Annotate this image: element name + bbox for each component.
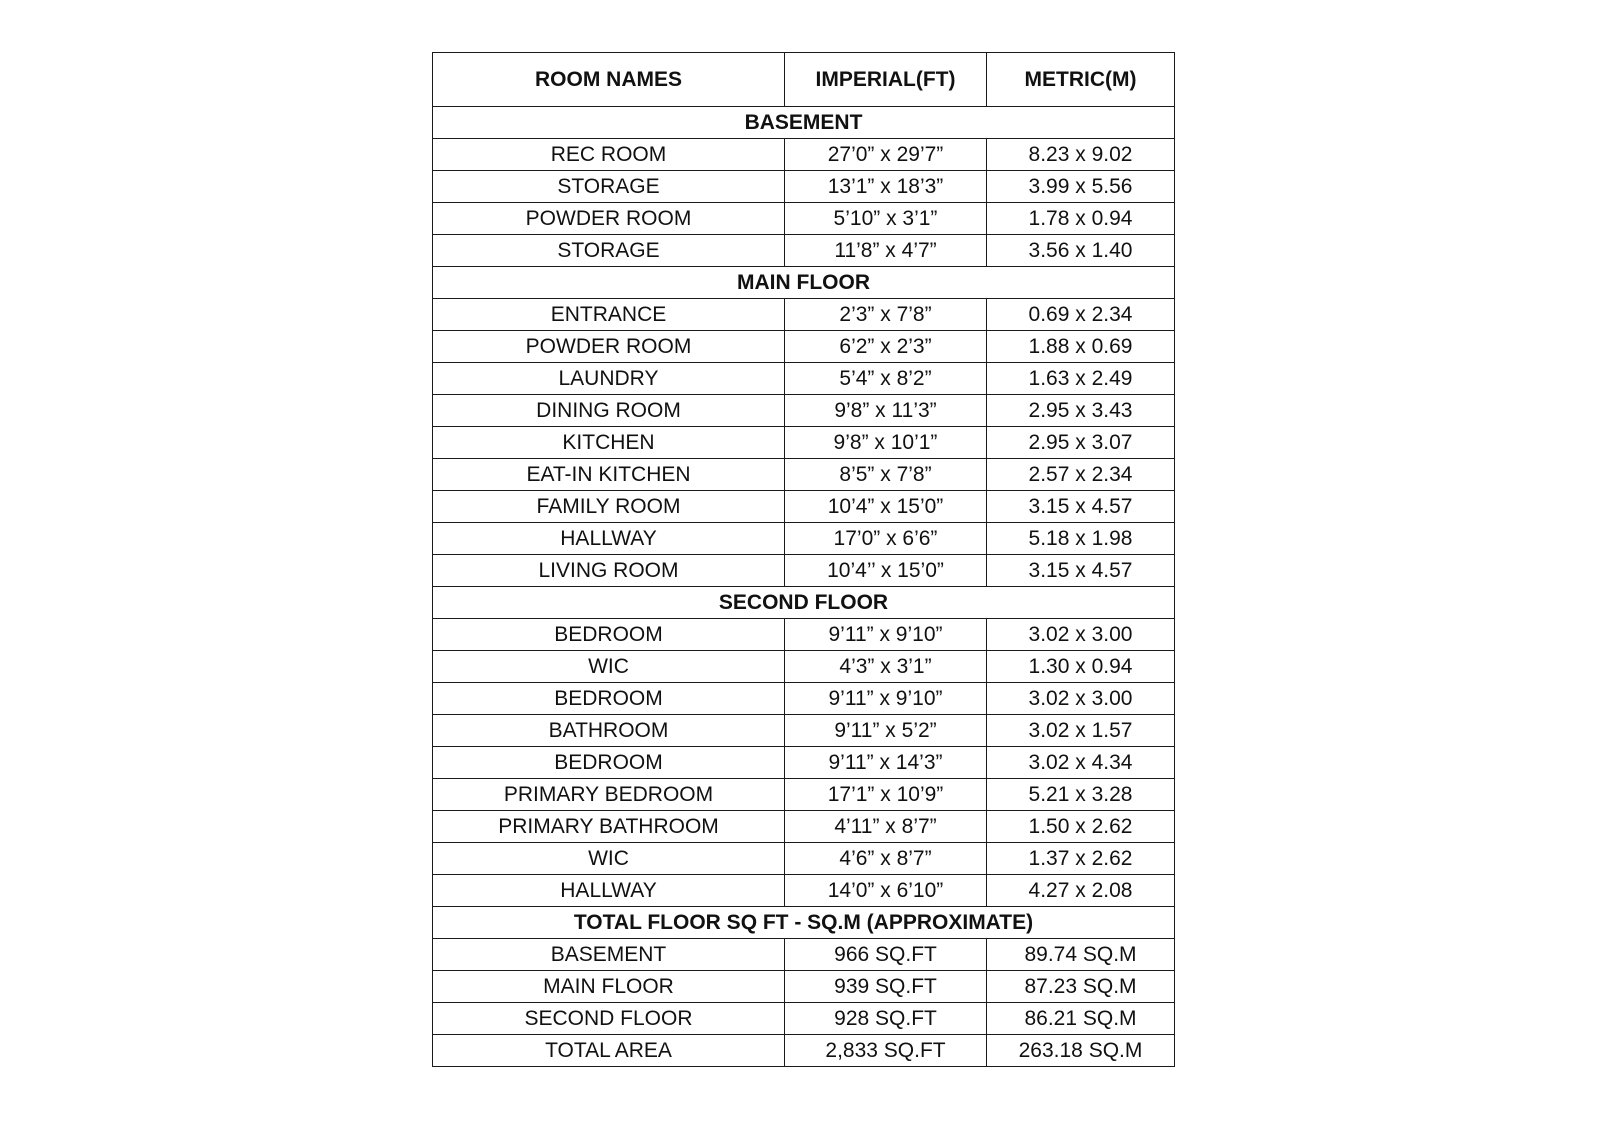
room-name-cell: HALLWAY [433,875,785,907]
metric-dimensions-cell: 86.21 SQ.M [987,1003,1175,1035]
imperial-dimensions-cell: 9’8” x 10’1” [785,427,987,459]
metric-dimensions-cell: 2.57 x 2.34 [987,459,1175,491]
room-name-cell: LAUNDRY [433,363,785,395]
room-name-cell: REC ROOM [433,139,785,171]
imperial-dimensions-cell: 9’8” x 11’3” [785,395,987,427]
table-row [433,363,1175,395]
room-name-cell: DINING ROOM [433,395,785,427]
table-row [433,1035,1175,1067]
imperial-dimensions-cell: 4’3” x 3’1” [785,651,987,683]
metric-dimensions-cell: 1.88 x 0.69 [987,331,1175,363]
section-title: MAIN FLOOR [433,267,1175,299]
room-name-cell: BATHROOM [433,715,785,747]
imperial-dimensions-cell: 2,833 SQ.FT [785,1035,987,1067]
room-name-cell: BEDROOM [433,747,785,779]
room-name-cell: WIC [433,843,785,875]
table-row [433,779,1175,811]
room-name-cell: SECOND FLOOR [433,1003,785,1035]
table-row [433,939,1175,971]
room-name-cell: HALLWAY [433,523,785,555]
imperial-dimensions-cell: 13’1” x 18’3” [785,171,987,203]
table-row [433,875,1175,907]
table-row [433,843,1175,875]
metric-dimensions-cell: 89.74 SQ.M [987,939,1175,971]
table-row [433,555,1175,587]
imperial-dimensions-cell: 5’4” x 8’2” [785,363,987,395]
metric-dimensions-cell: 1.30 x 0.94 [987,651,1175,683]
imperial-dimensions-cell: 27’0” x 29’7” [785,139,987,171]
room-name-cell: FAMILY ROOM [433,491,785,523]
table-row [433,171,1175,203]
metric-dimensions-cell: 8.23 x 9.02 [987,139,1175,171]
imperial-dimensions-cell: 17’0” x 6’6” [785,523,987,555]
room-name-cell: TOTAL AREA [433,1035,785,1067]
table-row [433,683,1175,715]
room-measurements-table [432,52,1175,1067]
imperial-dimensions-cell: 9’11” x 9’10” [785,619,987,651]
room-measurements-sheet [432,52,1174,1067]
table-row [433,811,1175,843]
metric-dimensions-cell: 0.69 x 2.34 [987,299,1175,331]
metric-dimensions-cell: 3.02 x 1.57 [987,715,1175,747]
room-name-cell: POWDER ROOM [433,203,785,235]
table-body [433,53,1175,1067]
imperial-dimensions-cell: 17’1” x 10’9” [785,779,987,811]
table-row [433,747,1175,779]
table-row [433,139,1175,171]
table-row [433,971,1175,1003]
metric-dimensions-cell: 1.63 x 2.49 [987,363,1175,395]
room-name-cell: STORAGE [433,171,785,203]
section-header-row [433,267,1175,299]
table-row [433,203,1175,235]
room-name-cell: MAIN FLOOR [433,971,785,1003]
imperial-dimensions-cell: 2’3” x 7’8” [785,299,987,331]
imperial-dimensions-cell: 4’6” x 8’7” [785,843,987,875]
room-name-cell: BEDROOM [433,619,785,651]
metric-dimensions-cell: 5.18 x 1.98 [987,523,1175,555]
metric-dimensions-cell: 5.21 x 3.28 [987,779,1175,811]
table-row [433,235,1175,267]
imperial-dimensions-cell: 939 SQ.FT [785,971,987,1003]
room-name-cell: ENTRANCE [433,299,785,331]
table-row [433,427,1175,459]
imperial-dimensions-cell: 9’11” x 5’2” [785,715,987,747]
table-row [433,395,1175,427]
table-row [433,651,1175,683]
metric-dimensions-cell: 3.02 x 3.00 [987,619,1175,651]
metric-dimensions-cell: 2.95 x 3.43 [987,395,1175,427]
imperial-dimensions-cell: 9’11” x 14’3” [785,747,987,779]
metric-dimensions-cell: 2.95 x 3.07 [987,427,1175,459]
imperial-dimensions-cell: 966 SQ.FT [785,939,987,971]
metric-dimensions-cell: 3.15 x 4.57 [987,491,1175,523]
imperial-dimensions-cell: 6’2” x 2’3” [785,331,987,363]
metric-dimensions-cell: 3.02 x 4.34 [987,747,1175,779]
imperial-dimensions-cell: 14’0” x 6’10” [785,875,987,907]
table-row [433,523,1175,555]
table-row [433,459,1175,491]
section-header-row [433,587,1175,619]
imperial-dimensions-cell: 11’8” x 4’7” [785,235,987,267]
imperial-dimensions-cell: 9’11” x 9’10” [785,683,987,715]
metric-dimensions-cell: 1.50 x 2.62 [987,811,1175,843]
imperial-dimensions-cell: 5’10” x 3’1” [785,203,987,235]
room-name-cell: PRIMARY BEDROOM [433,779,785,811]
metric-dimensions-cell: 3.99 x 5.56 [987,171,1175,203]
metric-dimensions-cell: 87.23 SQ.M [987,971,1175,1003]
metric-dimensions-cell: 1.37 x 2.62 [987,843,1175,875]
room-name-cell: BASEMENT [433,939,785,971]
imperial-dimensions-cell: 8’5” x 7’8” [785,459,987,491]
room-name-cell: EAT-IN KITCHEN [433,459,785,491]
imperial-dimensions-cell: 4’11” x 8’7” [785,811,987,843]
metric-dimensions-cell: 3.02 x 3.00 [987,683,1175,715]
metric-dimensions-cell: 3.15 x 4.57 [987,555,1175,587]
column-header-room-names: ROOM NAMES [433,53,785,107]
metric-dimensions-cell: 3.56 x 1.40 [987,235,1175,267]
column-header-imperial: IMPERIAL(FT) [785,53,987,107]
metric-dimensions-cell: 1.78 x 0.94 [987,203,1175,235]
room-name-cell: STORAGE [433,235,785,267]
metric-dimensions-cell: 4.27 x 2.08 [987,875,1175,907]
imperial-dimensions-cell: 10’4” x 15’0” [785,491,987,523]
column-header-metric: METRIC(M) [987,53,1175,107]
table-row [433,1003,1175,1035]
imperial-dimensions-cell: 10’4’’ x 15’0” [785,555,987,587]
section-title: BASEMENT [433,107,1175,139]
table-row [433,331,1175,363]
table-row [433,491,1175,523]
section-header-row [433,107,1175,139]
section-header-row [433,907,1175,939]
room-name-cell: LIVING ROOM [433,555,785,587]
room-name-cell: PRIMARY BATHROOM [433,811,785,843]
section-title: TOTAL FLOOR SQ FT - SQ.M (APPROXIMATE) [433,907,1175,939]
imperial-dimensions-cell: 928 SQ.FT [785,1003,987,1035]
table-row [433,715,1175,747]
room-name-cell: POWDER ROOM [433,331,785,363]
room-name-cell: KITCHEN [433,427,785,459]
table-row [433,299,1175,331]
section-title: SECOND FLOOR [433,587,1175,619]
metric-dimensions-cell: 263.18 SQ.M [987,1035,1175,1067]
column-header-row [433,53,1175,107]
table-row [433,619,1175,651]
room-name-cell: BEDROOM [433,683,785,715]
room-name-cell: WIC [433,651,785,683]
